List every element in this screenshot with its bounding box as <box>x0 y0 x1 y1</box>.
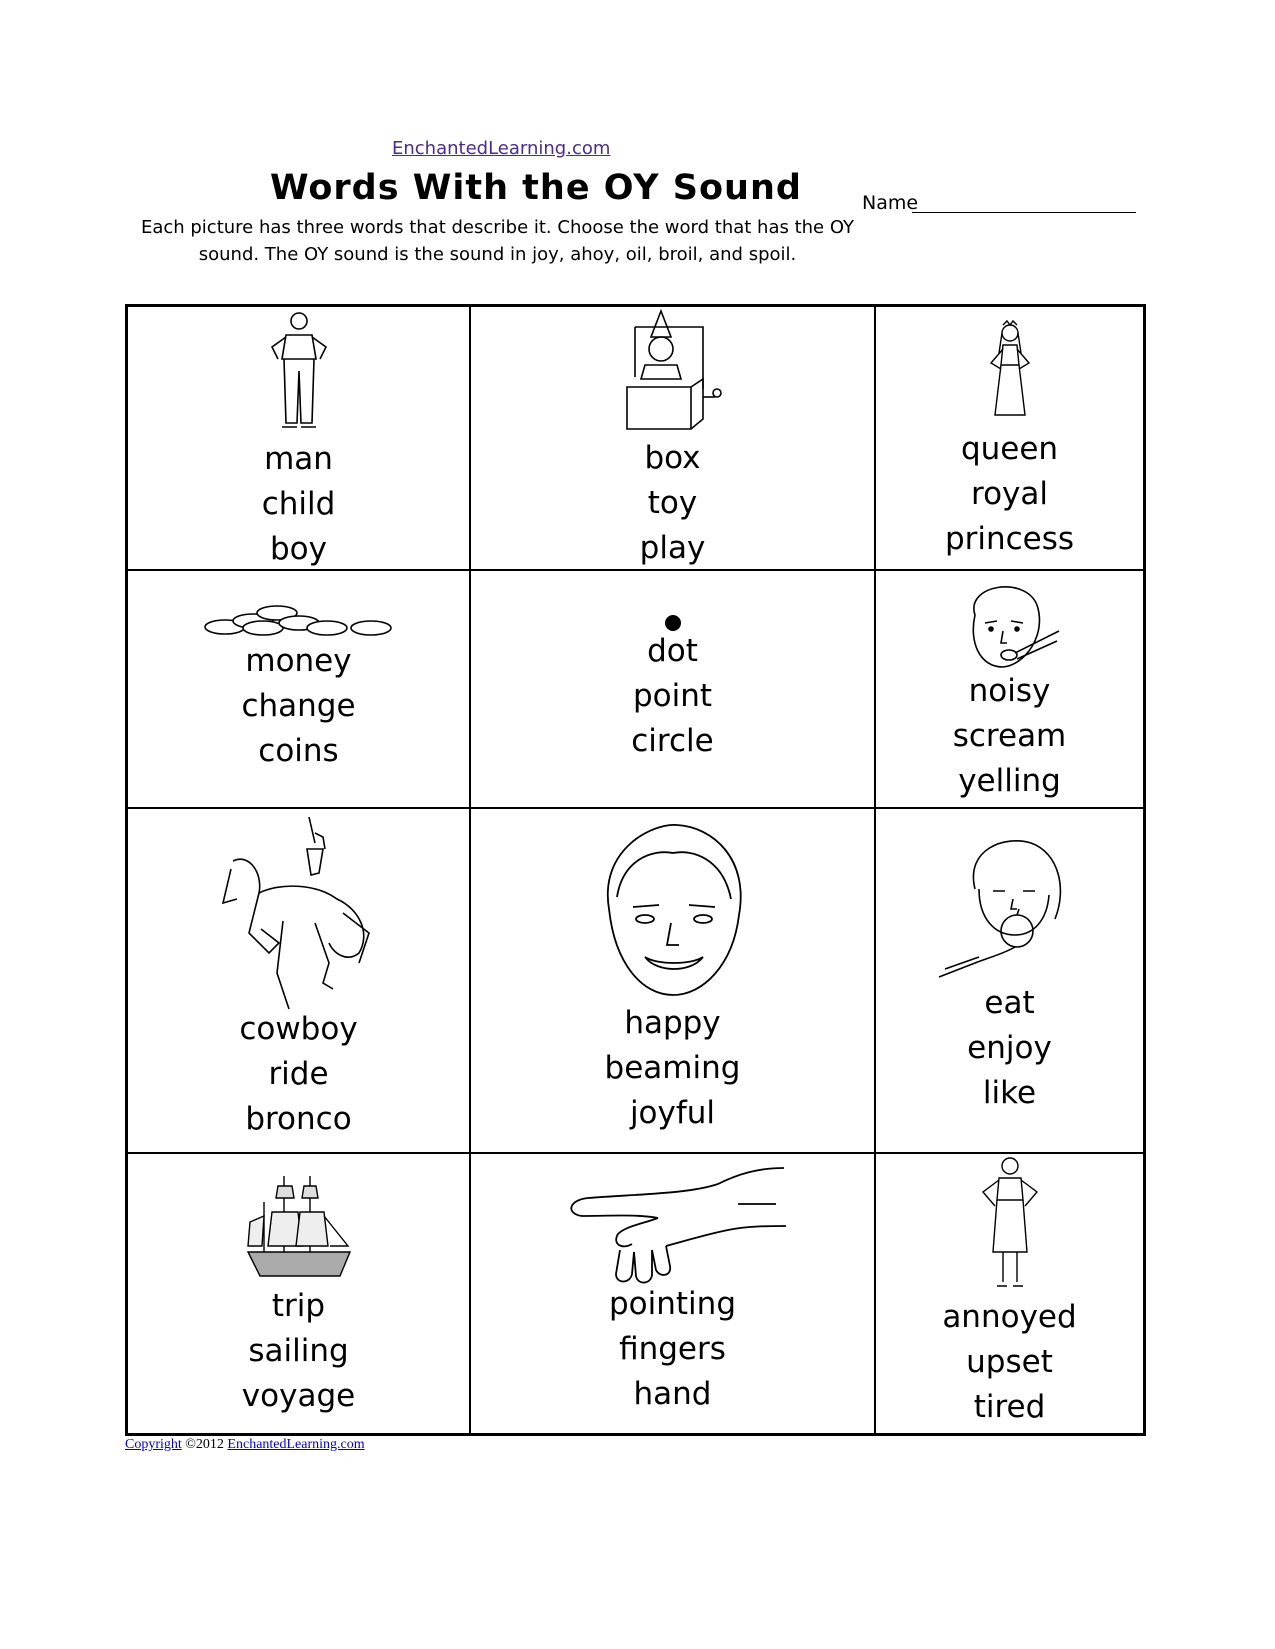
word-2: royal <box>971 476 1048 512</box>
noisy-face-icon <box>955 575 1065 671</box>
cell-dot <box>470 570 875 808</box>
cell-toy <box>470 306 875 570</box>
instructions-line-1: Each picture has three words that describe it. Choose the word that has the OY <box>140 217 855 238</box>
word-2: child <box>261 486 336 522</box>
cell-princess <box>875 306 1144 570</box>
word-2: fingers <box>619 1331 726 1367</box>
word-1: man <box>264 441 333 477</box>
cell-pointing <box>470 1153 875 1434</box>
word-1: noisy <box>968 673 1051 709</box>
name-line[interactable] <box>912 212 1136 213</box>
word-2: point <box>632 678 713 714</box>
cell-happy <box>470 808 875 1153</box>
site-link[interactable]: EnchantedLearning.com <box>392 138 611 159</box>
word-3: joyful <box>629 1095 716 1131</box>
footer-site-link[interactable]: EnchantedLearning.com <box>227 1437 365 1452</box>
word-1: cowboy <box>239 1011 358 1047</box>
copyright-year: ©2012 <box>185 1437 224 1452</box>
instructions <box>140 214 855 268</box>
word-2: change <box>241 688 356 724</box>
word-2: scream <box>952 718 1067 754</box>
word-2: ride <box>268 1056 329 1092</box>
word-1: trip <box>271 1288 326 1324</box>
cowboy-bronco-icon <box>219 813 379 1013</box>
cell-voyage <box>127 1153 470 1434</box>
word-1: happy <box>624 1005 721 1041</box>
copyright-link[interactable]: Copyright <box>125 1437 182 1452</box>
word-1: pointing <box>609 1286 736 1322</box>
word-3: voyage <box>241 1378 356 1414</box>
word-2: upset <box>966 1344 1053 1380</box>
word-3: play <box>639 530 706 566</box>
instructions-line-2: sound. The OY sound is the sound in joy, ahoy, oil, broil, and spoil. <box>198 244 797 265</box>
word-3: yelling <box>958 763 1061 799</box>
word-1: dot <box>647 633 698 669</box>
picture-grid <box>125 304 1146 1436</box>
word-3: hand <box>633 1376 712 1412</box>
name-label: Name <box>862 192 919 214</box>
word-1: annoyed <box>942 1299 1077 1335</box>
sailing-ship-icon <box>244 1172 354 1282</box>
cell-eat <box>875 808 1144 1153</box>
word-3: boy <box>270 531 327 567</box>
coins-icon <box>203 601 395 639</box>
word-3: bronco <box>245 1101 352 1137</box>
happy-face-icon <box>593 819 753 999</box>
cell-noisy <box>875 570 1144 808</box>
word-1: queen <box>960 431 1059 467</box>
annoyed-woman-icon <box>975 1156 1045 1296</box>
word-3: princess <box>944 521 1075 557</box>
word-3: coins <box>258 733 339 769</box>
page-title: Words With the OY Sound <box>270 168 802 208</box>
word-1: eat <box>984 985 1035 1021</box>
word-2: toy <box>647 485 698 521</box>
cell-cowboy <box>127 808 470 1153</box>
word-2: sailing <box>248 1333 349 1369</box>
man-icon <box>264 311 334 433</box>
word-3: circle <box>631 723 714 759</box>
footer <box>125 1437 365 1453</box>
cell-annoyed <box>875 1153 1144 1434</box>
word-2: enjoy <box>967 1030 1052 1066</box>
cell-man <box>127 306 470 570</box>
pointing-hand-icon <box>558 1164 788 1288</box>
cell-coins <box>127 570 470 808</box>
word-1: money <box>245 643 352 679</box>
jack-in-the-box-icon <box>621 309 725 433</box>
girl-eating-apple-icon <box>935 829 1085 979</box>
word-1: box <box>644 440 701 476</box>
word-3: like <box>982 1075 1037 1111</box>
princess-icon <box>985 319 1035 419</box>
word-3: tired <box>973 1389 1046 1425</box>
word-2: beaming <box>604 1050 741 1086</box>
